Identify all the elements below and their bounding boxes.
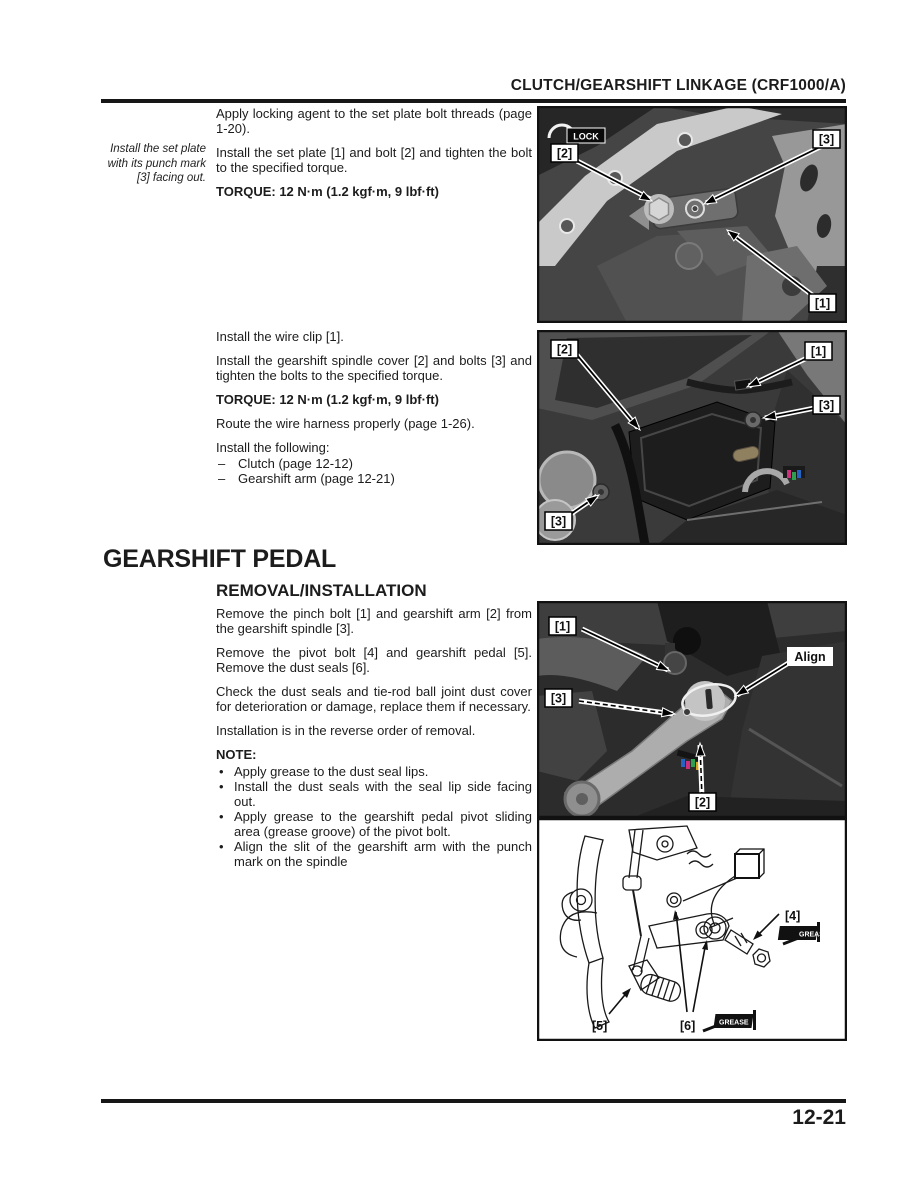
figure-gearshift-arm-photo bbox=[537, 601, 847, 818]
callout-6: [6] bbox=[680, 1019, 696, 1033]
callout-1: [1] bbox=[810, 344, 827, 359]
footer-rule bbox=[101, 1099, 846, 1103]
callout-3: [3] bbox=[550, 691, 567, 706]
note-item: • Apply grease to the dust seal lips. bbox=[216, 764, 532, 779]
install-list bbox=[216, 456, 532, 486]
paragraph: Install the gearshift spindle cover [2] and bolts [3] and tighten the bolts to the specified torque. bbox=[216, 353, 532, 383]
callout-5: [5] bbox=[592, 1019, 608, 1033]
gearshift-pedal-text-block bbox=[216, 606, 532, 877]
section-heading: GEARSHIFT PEDAL bbox=[103, 545, 337, 573]
torque-spec: TORQUE: 12 N·m (1.2 kgf·m, 9 lbf·ft) bbox=[216, 392, 439, 407]
figure-pedal-line-drawing bbox=[537, 818, 847, 1041]
subsection-heading: REMOVAL/INSTALLATION bbox=[216, 581, 427, 600]
note-item: • Apply grease to the gearshift pedal pivot sliding area (grease groove) of the pivot bolt. bbox=[216, 809, 532, 839]
callout-3b: [3] bbox=[550, 514, 567, 529]
callout-2: [2] bbox=[556, 342, 573, 357]
note-label: NOTE: bbox=[216, 747, 257, 762]
torque-spec: TORQUE: 12 N·m (1.2 kgf·m, 9 lbf·ft) bbox=[216, 184, 439, 199]
margin-note: Install the set plate with its punch mark [3] facing out. bbox=[107, 143, 206, 185]
align-label: Align bbox=[794, 650, 826, 664]
callout-1: [1] bbox=[554, 619, 571, 634]
lock-label: LOCK bbox=[573, 131, 599, 142]
header-rule bbox=[101, 99, 846, 103]
paragraph: Install the set plate [1] and bolt [2] and tighten the bolt to the specified torque. bbox=[216, 145, 532, 175]
callout-1: [1] bbox=[814, 296, 831, 311]
note-item: • Install the dust seals with the seal lip side facing out. bbox=[216, 779, 532, 809]
square-symbol-icon bbox=[735, 849, 764, 878]
page-title: CLUTCH/GEARSHIFT LINKAGE (CRF1000/A) bbox=[510, 77, 846, 94]
callout-3: [3] bbox=[818, 132, 835, 147]
callout-2: [2] bbox=[556, 146, 573, 161]
list-item: – Gearshift arm (page 12-21) bbox=[216, 471, 532, 486]
set-plate-text-block bbox=[216, 106, 532, 208]
paragraph: Installation is in the reverse order of removal. bbox=[216, 723, 476, 738]
page-number: 12-21 bbox=[792, 1106, 846, 1129]
figure-set-plate-photo bbox=[537, 106, 847, 323]
figure-spindle-cover-photo bbox=[537, 330, 847, 545]
note-list bbox=[216, 764, 532, 869]
note-item: • Align the slit of the gearshift arm with the punch mark on the spindle bbox=[216, 839, 532, 869]
spindle-cover-text-block bbox=[216, 329, 532, 494]
callout-3a: [3] bbox=[818, 398, 835, 413]
paragraph: Remove the pinch bolt [1] and gearshift arm [2] from the gearshift spindle [3]. bbox=[216, 606, 532, 636]
grease-label: GREASE bbox=[719, 1019, 749, 1027]
callout-4: [4] bbox=[785, 909, 801, 923]
paragraph: Remove the pivot bolt [4] and gearshift pedal [5]. Remove the dust seals [6]. bbox=[216, 645, 532, 675]
grease-label: GREASE bbox=[799, 931, 829, 939]
callout-2: [2] bbox=[694, 795, 711, 810]
paragraph: Apply locking agent to the set plate bolt threads (page 1-20). bbox=[216, 106, 532, 136]
paragraph: Check the dust seals and tie-rod ball joint dust cover for deterioration or damage, replace them if necessary. bbox=[216, 684, 532, 714]
paragraph: Route the wire harness properly (page 1-26). bbox=[216, 416, 475, 431]
paragraph: Install the wire clip [1]. bbox=[216, 329, 344, 344]
paragraph: Install the following: bbox=[216, 440, 330, 455]
list-item: – Clutch (page 12-12) bbox=[216, 456, 532, 471]
